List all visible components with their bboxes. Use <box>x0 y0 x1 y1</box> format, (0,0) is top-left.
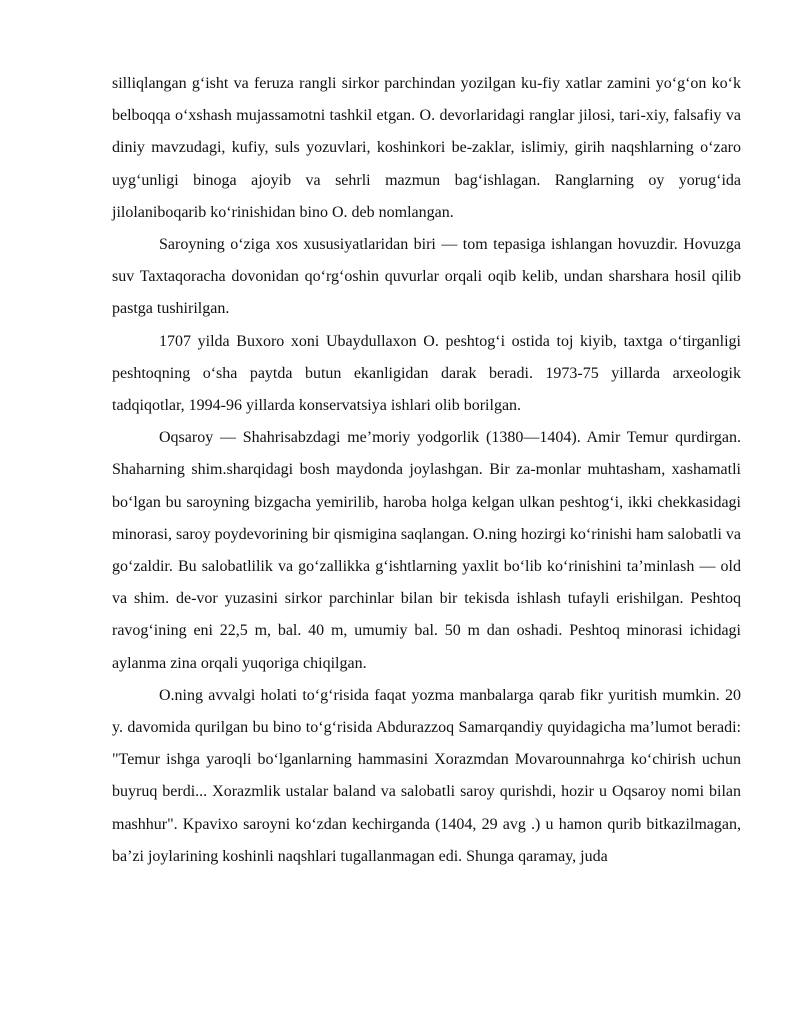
document-page <box>112 68 741 873</box>
paragraph-5: O.ning avvalgi holati to‘g‘risida faqat yozma manbalarga qarab fikr yuritish mumkin. 20 y. davomida qurilgan bu bino to‘g‘risida Abdurazzoq Samarqandiy quyidagicha ma’lumot beradi: "Temur ishga yaroqli bo‘lganlarning hammasini Xorazmdan Movarounnahrga ko‘chirish uchun buyruq berdi... Xorazmlik ustalar baland va salobatli saroy qurishdi, hozir u Oqsaroy nomi bilan mashhur". Kpavixo saroyni ko‘zdan kechirganda (1404, 29 avg .) u hamon qurib bitkazilmagan, ba’zi joylarining koshinli naqshlari tugallanmagan edi. Shunga qaramay, juda <box>112 686 741 865</box>
paragraph-1: silliqlangan g‘isht va feruza rangli sirkor parchindan yozilgan ku-fiy xatlar zamini yo‘g‘on ko‘k belboqqa o‘xshash mujassamotni tashkil etgan. O. devorlaridagi ranglar jilosi, tari-xiy, falsafiy va diniy mavzudagi, kufiy, suls yozuvlari, koshinkori be-zaklar, islimiy, girih naqshlarning o‘zaro uyg‘unligi binoga ajoyib va sehrli mazmun bag‘ishlagan. Ranglarning oy yorug‘ida jilolaniboqarib ko‘rinishidan bino O. deb nomlangan. <box>112 75 741 221</box>
paragraph-4: Oqsaroy — Shahrisabzdagi me’moriy yodgorlik (1380—1404). Amir Temur qurdirgan. Shaharning shim.sharqidagi bosh maydonda joylashgan. Bir za-monlar muhtasham, xashamatli bo‘lgan bu saroyning bizgacha yemirilib, haroba holga kelgan ulkan peshtog‘i, ikki chekkasidagi minorasi, saroy poydevorining bir qismigina saqlangan. O.ning hozirgi ko‘rinishi ham salobatli va go‘zaldir. Bu salobatlilik va go‘zallikka g‘ishtlarning yaxlit bo‘lib ko‘rinishini ta’minlash — old va shim. de-vor yuzasini sirkor parchinlar bilan bir tekisda ishlash tufayli erishilgan. Peshtoq ravog‘ining eni 22,5 m, bal. 40 m, umumiy bal. 50 m dan oshadi. Peshtoq minorasi ichidagi aylanma zina orqali yuqoriga chiqilgan. <box>112 429 741 672</box>
paragraph-2: Saroyning o‘ziga xos xususiyatlaridan biri — tom tepasiga ishlangan hovuzdir. Hovuzga suv Taxtaqoracha dovonidan qo‘rg‘oshin quvurlar orqali oqib kelib, undan sharshara hosil qilib pastga tushirilgan. <box>112 236 741 318</box>
paragraph-3: 1707 yilda Buxoro xoni Ubaydullaxon O. peshtog‘i ostida toj kiyib, taxtga o‘tirganligi peshtoqning o‘sha paytda butun ekanligidan darak beradi. 1973-75 yillarda arxeologik tadqiqotlar, 1994-96 yillarda konservatsiya ishlari olib borilgan. <box>112 332 741 415</box>
